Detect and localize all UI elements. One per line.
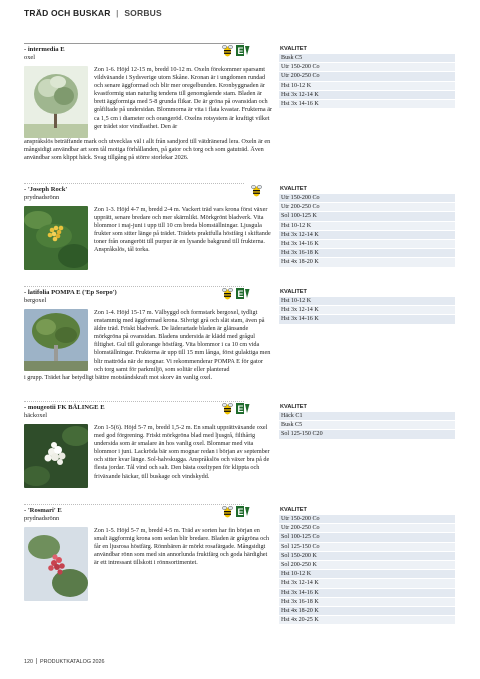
quality-row: Hst 4x 20-25 K	[279, 616, 455, 625]
quality-row: Sol 125-150 Co	[279, 543, 455, 552]
quality-row: Sol 100-125 Co	[279, 533, 455, 542]
product-icons	[222, 44, 250, 57]
quality-row: Sol 100-125 K	[279, 212, 455, 221]
quality-row: Hst 10-12 K	[279, 222, 455, 231]
footer-divider	[36, 658, 37, 664]
quality-row: Hst 3x 16-18 K	[279, 249, 455, 258]
section-rule	[24, 286, 244, 288]
quality-row: Hst 4x 18-20 K	[279, 258, 455, 267]
quality-row: Sol 200-250 K	[279, 561, 455, 570]
quality-row: Hst 10-12 K	[279, 297, 455, 306]
quality-label: KVALITET	[280, 404, 307, 410]
product-subtitle: prydnadsrönn	[24, 515, 60, 522]
page-footer	[24, 658, 105, 665]
product-description: Zon 1-4. Höjd 15-17 m. Välbyggd och formstark bergoxel, tydligt enstammig med äggformad krona. Silvrigt grå och slät stam, även på äldre träd. Friskt bladverk. De läderartade bladen är glänsande mörkgröna på ovansidan. Bladens undersida är klädd med grågul filtighet. Gul till gulorange höstfärg. Vita blommor i ca 10 cm vida blomställningar. Frukterna är upp till 15 mm långa, först gulaktiga men blir mattröda när de mognar. Vi rekommenderar POMPA E för gator och torg samt för parkmiljö, som solitär eller planterad	[94, 309, 271, 373]
quality-row: Hst 3x 12-14 K	[279, 91, 455, 100]
product-icons	[251, 184, 262, 197]
quality-row: Hst 4x 18-20 K	[279, 607, 455, 616]
catalog-name: PRODUKTKATALOG 2026	[40, 659, 105, 665]
quality-row: Sol 125-150 C20	[279, 430, 455, 439]
lv-green-e-icon	[236, 505, 250, 518]
quality-row: Hst 3x 12-14 K	[279, 579, 455, 588]
product-icons	[222, 287, 250, 300]
quality-row: Utr 200-250 Co	[279, 524, 455, 533]
product-description-continued: anspråkslös beträffande mark och utvecklas väl i allt från sandjord till vätdränerad lera. Oxeln är en mångsidigt användbar art som tål motiga förhållanden, på gator och torg och som gatuträd. Även användbar som klippt häck. Svag tillgång på större storlekar 2026.	[24, 138, 271, 162]
quality-row: Busk C5	[279, 421, 455, 430]
bee-icon	[222, 402, 233, 415]
product-subtitle: bergoxel	[24, 297, 47, 304]
quality-row: Sol 150-200 K	[279, 552, 455, 561]
product-icons	[222, 505, 250, 518]
quality-row: Hst 3x 14-16 K	[279, 240, 455, 249]
quality-row: Hst 10-12 K	[279, 570, 455, 579]
product-icons	[222, 402, 250, 415]
quality-row: Busk C5	[279, 54, 455, 63]
header-brand: SORBUS	[124, 8, 162, 18]
lv-green-e-icon	[236, 44, 250, 57]
product-photo	[24, 527, 88, 601]
product-title: - intermedia E	[24, 46, 65, 53]
quality-row: Hst 3x 14-16 K	[279, 100, 455, 109]
quality-row: Hst 10-12 K	[279, 82, 455, 91]
bee-icon	[251, 184, 262, 197]
product-description: Zon 1-5. Höjd 5-7 m, bredd 4-5 m. Träd av sorten har fin början en smalt äggformig krona som sedan blir bredare. Bladen är grågröna och får en ljusrosa höstfärg. Rönnbären är mörkt rosafärgade. Mångsidigt användbar rönn som med sin annorlunda fruktfärg och goda härdighet är ett intressant tillskott i rönnsortimentet.	[94, 527, 270, 567]
quality-label: KVALITET	[280, 507, 307, 513]
product-title: - 'Rosmari' E	[24, 507, 62, 514]
bee-icon	[222, 505, 233, 518]
quality-row: Häck C1	[279, 412, 455, 421]
product-description: Zon 1-6. Höjd 12-15 m, bredd 10-12 m. Oxeln förekommer sparsamt vildväxande i Sydsverige utom Skåne. Kronan är i ungdomen rundad och senare äggformad och blir mer oregelbunden. Kronbyggnaden är kvastformig utan naturlig tendens till genomgående stam. Bladen är brett äggformiga med 5-8 grunda flikar. De är gröna på ovansidan och gråfiltade på undersidan. Blommorna är vita i flata kvastar. Frukterna är ca 1,5 cm i diameter och orangeröd. Oxelns rotsystem är kraftigt vilket ger trädet stor vindfasthet. Den är	[94, 66, 272, 130]
quality-row: Hst 3x 12-14 K	[279, 306, 455, 315]
product-description-continued: i grupp. Trädet har betydligt bättre motståndskraft mot skorv än vanlig oxel.	[24, 374, 213, 381]
product-description: Zon 1-3. Höjd 4-7 m, bredd 2-4 m. Vackert träd vars krona först växer upprätt, senare bredare och mer skärmlikt. Mörkgrönt bladverk. Vita blommor i maj-juni i upp till 10 cm breda blomställningar. Ljusgula frukter som sitter länge på trädet. Trädets praktfulla höstfärg i skiftande toner från orangerött till purpur är en lysande bakgrund till frukterna. Anspråkslös, tål torka.	[94, 206, 271, 254]
product-photo	[24, 424, 88, 488]
svg-text:E: E	[237, 46, 244, 56]
product-photo	[24, 66, 88, 138]
quality-row: Utr 150-200 Co	[279, 63, 455, 72]
product-subtitle: oxel	[24, 54, 36, 61]
product-title: - mougeotii FK BÄLINGE E	[24, 404, 105, 411]
quality-table	[279, 515, 455, 625]
quality-row: Hst 3x 14-16 K	[279, 589, 455, 598]
page-header	[24, 8, 162, 18]
quality-table	[279, 297, 455, 325]
quality-label: KVALITET	[280, 186, 307, 192]
quality-label: KVALITET	[280, 46, 307, 52]
section-rule	[24, 504, 244, 506]
bee-icon	[222, 44, 233, 57]
quality-row: Hst 3x 12-14 K	[279, 231, 455, 240]
quality-table	[279, 412, 455, 440]
svg-text:E: E	[237, 507, 244, 517]
section-rule	[24, 401, 244, 403]
quality-row: Hst 3x 14-16 K	[279, 315, 455, 324]
product-subtitle: häckoxel	[24, 412, 48, 419]
product-photo	[24, 309, 88, 371]
product-subtitle: prydnadsrönn	[24, 194, 60, 201]
quality-row: Hst 3x 16-18 K	[279, 598, 455, 607]
quality-row: Utr 200-250 Co	[279, 72, 455, 81]
section-rule	[24, 183, 244, 185]
product-photo	[24, 206, 88, 270]
quality-row: Utr 150-200 Co	[279, 194, 455, 203]
header-separator: |	[116, 8, 119, 18]
svg-text:E: E	[237, 404, 244, 414]
quality-table	[279, 194, 455, 268]
quality-table	[279, 54, 455, 109]
lv-green-e-icon	[236, 402, 250, 415]
product-title: - latifolia POMPA E ('Ep Sorpo')	[24, 289, 117, 296]
bee-icon	[222, 287, 233, 300]
section-rule	[24, 43, 244, 44]
quality-row: Utr 150-200 Co	[279, 515, 455, 524]
header-category: TRÄD OCH BUSKAR	[24, 8, 111, 18]
product-title: - 'Joseph Rock'	[24, 186, 68, 193]
quality-label: KVALITET	[280, 289, 307, 295]
page-number: 120	[24, 659, 33, 665]
quality-row: Utr 200-250 Co	[279, 203, 455, 212]
lv-green-e-icon	[236, 287, 250, 300]
svg-text:E: E	[237, 289, 244, 299]
product-description: Zon 1-5(6). Höjd 5-7 m, bredd 1,5-2 m. En smalt upprättväxande oxel med god förgrening. Friskt mörkgröna blad med ljusgrå, filthårig undersida som är smalare än hos vanlig oxel. Blommar med vita blommor i juni. Lackröda bär som mognar redan i början av september och sitter kvar länge. Sol-halvskugga. Anspråkslös och växer bra på de flesta jordar. Tål vind och salt. Den bästa oxeltypen för klippta och friväxande häckar, till buskage och vindskydd.	[94, 424, 270, 480]
